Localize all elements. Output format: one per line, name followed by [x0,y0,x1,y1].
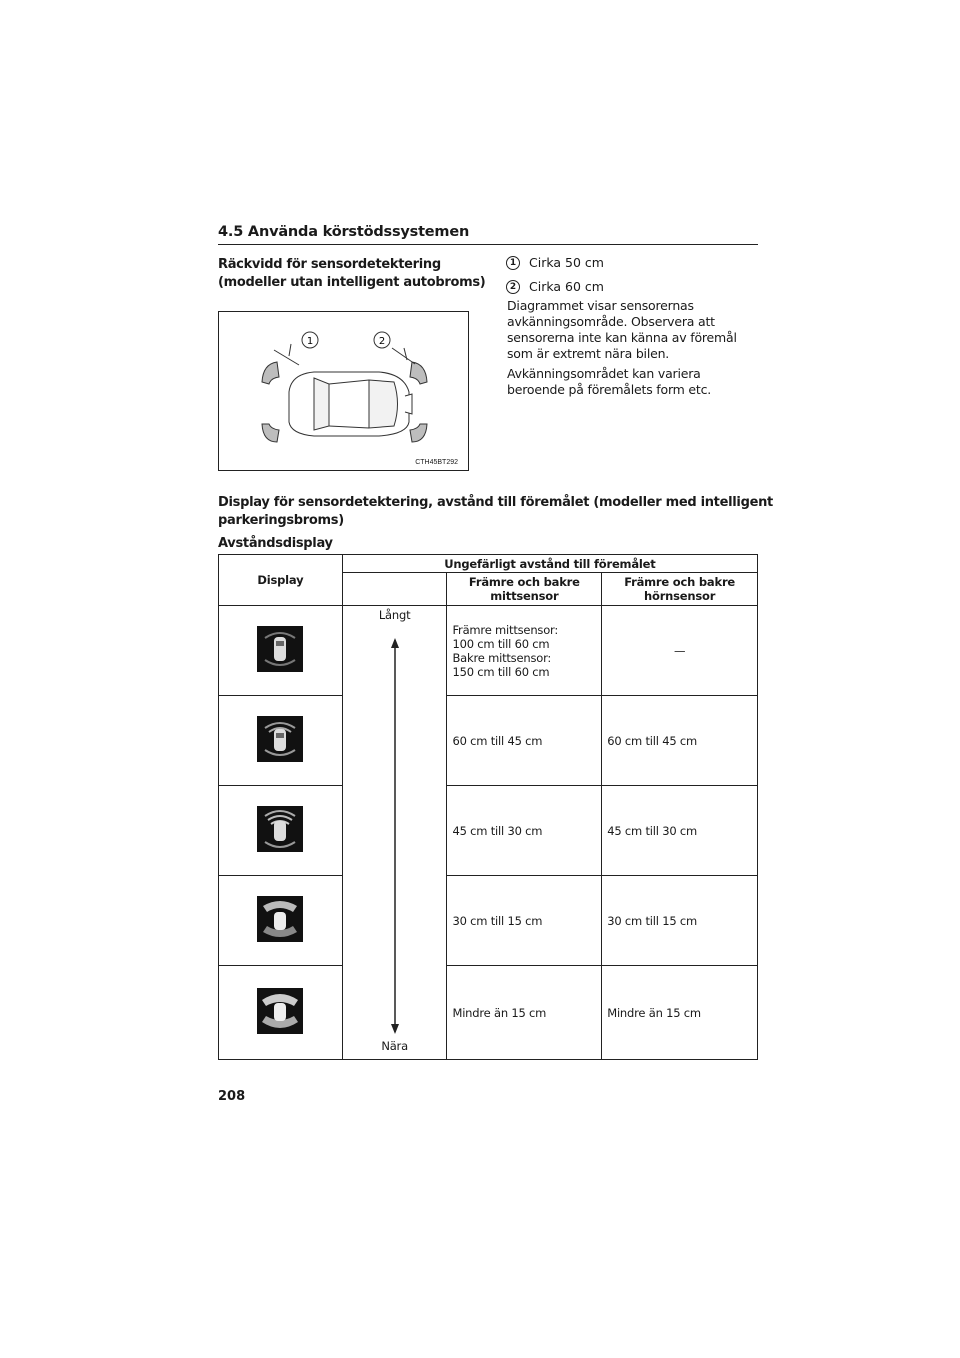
display-cell [219,786,343,876]
table-row [219,606,758,696]
center-sensor-cell: 45 cm till 30 cm [447,786,602,876]
range-heading-line2: (modeller utan intelligent autobroms) [218,275,486,290]
description-paragraph-2: Avkänningsområdet kan variera beroende på föremålets form etc. [507,366,712,397]
arrow-label-far: Långt [378,608,411,622]
display-cell [219,876,343,966]
distance-arrow-cell [342,606,447,1060]
center-sensor-cell: Mindre än 15 cm [447,966,602,1060]
corner-sensor-cell: 45 cm till 30 cm [602,786,758,876]
center-text-l1: Främre mittsensor: [452,622,559,637]
header-center-sensor: Främre och bakre mittsensor [447,573,602,606]
arrow-label-near: Nära [381,1039,408,1053]
center-text-l4: 150 cm till 60 cm [452,664,550,679]
table-row [219,876,758,966]
display-cell [219,696,343,786]
header-display: Display [219,555,343,606]
figure-code: CTH45BT292 [415,459,458,466]
display-heading-line1: Display för sensordetektering, avstånd till föremålet (modeller med intelligent [218,495,773,510]
center-sensor-cell: 30 cm till 15 cm [447,876,602,966]
center-text-l2: 100 cm till 60 cm [452,636,550,651]
display-cell [219,606,343,696]
range-heading [218,256,485,292]
section-title: 4.5 Använda körstödssystemen [218,224,758,245]
display-heading-line2: parkeringsbroms) [218,513,344,528]
header-distance: Ungefärligt avstånd till föremålet [342,555,757,573]
center-text-l3: Bakre mittsensor: [452,650,552,665]
corner-sensor-cell: Mindre än 15 cm [602,966,758,1060]
table-row [219,786,758,876]
table-row [219,696,758,786]
display-level-3-icon [257,806,303,852]
header-blank [342,573,447,606]
callout-1-text: Cirka 50 cm [529,255,604,270]
callout-number-2: 2 [506,280,520,294]
header-corner-sensor: Främre och bakre hörnsensor [602,573,758,606]
callout-2-text: Cirka 60 cm [529,279,604,294]
corner-sensor-cell: 60 cm till 45 cm [602,696,758,786]
description-paragraph-1: Diagrammet visar sensorernas avkänningsområde. Observera att sensorerna inte kan känna av föremål som är extremt nära bilen. [507,298,737,361]
distance-display-subheading: Avståndsdisplay [218,536,333,551]
car-sensor-diagram [219,312,470,472]
display-cell [219,966,343,1060]
sensor-range-figure [218,311,469,471]
display-level-1-icon [257,626,303,672]
callout-number-1: 1 [506,256,520,270]
range-description [507,298,757,402]
center-sensor-cell: 60 cm till 45 cm [447,696,602,786]
corner-sensor-cell: — [602,606,758,696]
figure-marker-1: 1 [306,336,314,347]
double-arrow-icon [390,636,400,1036]
table-row [219,966,758,1060]
callout-2 [506,279,604,294]
display-level-5-icon [257,988,303,1034]
display-level-2-icon [257,716,303,762]
display-level-4-icon [257,896,303,942]
range-heading-line1: Räckvidd för sensordetektering [218,257,441,272]
callout-1 [506,255,604,270]
corner-sensor-cell: 30 cm till 15 cm [602,876,758,966]
display-heading [218,494,773,530]
center-sensor-cell [447,606,602,696]
figure-marker-2: 2 [378,336,386,347]
page-number: 208 [218,1089,246,1104]
distance-table [218,554,758,1060]
